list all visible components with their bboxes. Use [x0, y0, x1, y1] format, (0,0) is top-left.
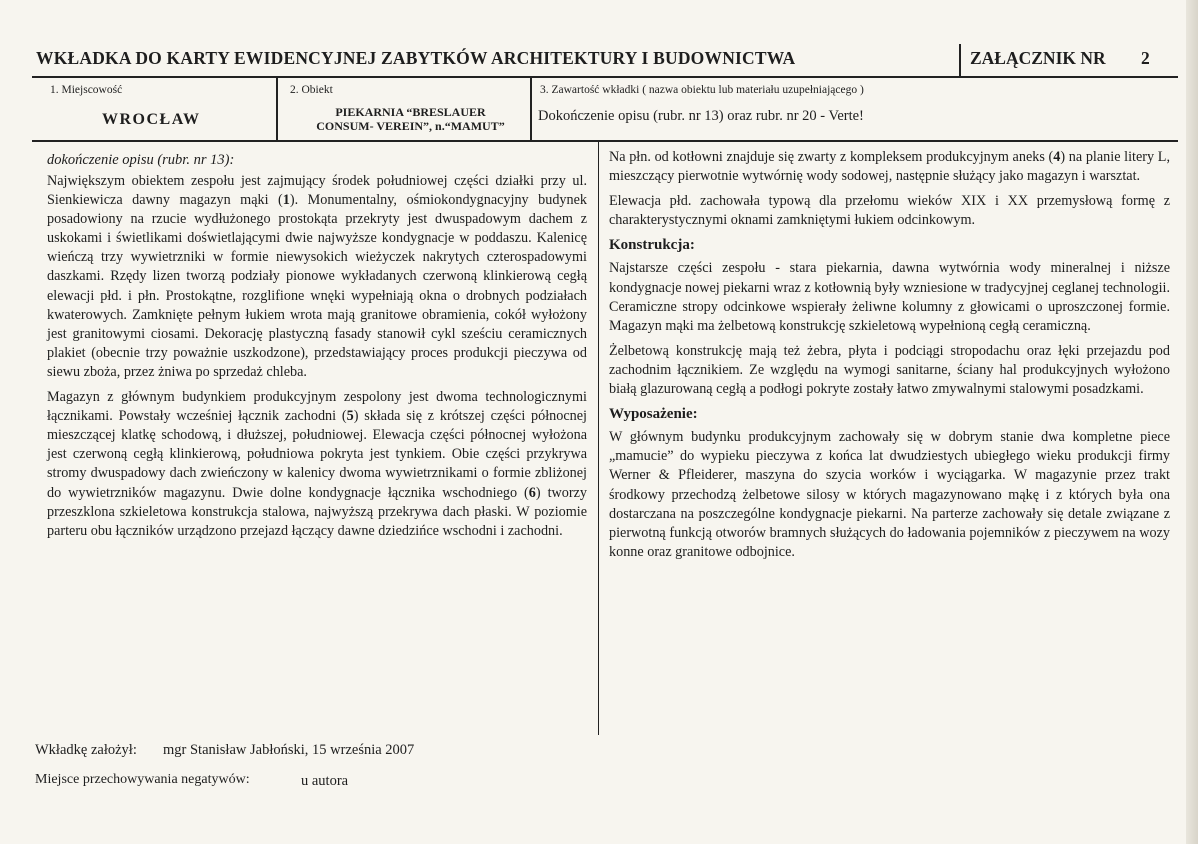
- left-heading: dokończenie opisu (rubr. nr 13):: [47, 152, 235, 168]
- card-edge: [1186, 0, 1198, 844]
- annex-label: ZAŁĄCZNIK NR: [970, 48, 1106, 68]
- object-label: 2. Obiekt: [290, 84, 333, 96]
- storage-value: u autora: [301, 773, 349, 789]
- left-paragraph-2: [47, 388, 587, 541]
- left-p2-ref-2: 6: [528, 484, 536, 501]
- fields-rule: [32, 140, 1178, 142]
- right-p1-text-a: Na płn. od kotłowni znajduje się zwarty z kompleksem produkcyjnym aneks (: [609, 149, 1054, 165]
- right-p1-ref: 4: [1053, 149, 1061, 165]
- left-p2-ref-1: 5: [346, 408, 354, 425]
- right-paragraph-4: Żelbetową konstrukcję mają też żebra, płyta i podciągi stropodachu oraz łęki przejazdu pod zachodnim łącznikiem. Ze względu na wymogi sanitarne, ściany hal produkcyjnych wyłożono białą glazurowaną cegłą a podłogi pokryte zostały łatwo zmywalnymi stalowymi posadzkami.: [609, 342, 1170, 398]
- author-value: mgr Stanisław Jabłoński, 15 września 2007: [163, 742, 415, 758]
- header-divider: [959, 44, 961, 76]
- storage-row: [35, 772, 349, 789]
- right-paragraph-5: W głównym budynku produkcyjnym zachowały się w dobrym stanie dwa kompletne piece „mamucie” do wypieku pieczywa z końca lat dwudziestych ubiegłego wieku produkcji firmy Werner & Pfleiderer, maszyna do szycia worków i wyciągarka. W magazynie przez trakt środkowy przechodzą żelbetowe silosy w których magazynowano mąkę i z których była ona dostarczana na poszczególne kondygnacje piekarni. Na parterze zachowały się detale związane z pierwotną funkcją otworów bramnych służących do ładowania pojemników z pieczywem na wozy konne oraz granitowe odbojnice.: [609, 429, 1170, 560]
- right-paragraph-1: [609, 148, 1170, 186]
- place-value: WROCŁAW: [102, 111, 201, 128]
- left-p1-ref: 1: [282, 192, 290, 209]
- right-p1-text-b: ) na planie litery L, mieszczący pierwotnie wytwórnię wody sodowej, następnie służący jako magazyn i warsztat.: [609, 149, 1170, 185]
- object-name-line1: PIEKARNIA “BRESLAUER: [335, 105, 486, 119]
- left-p2-text-b: ) składa się z krótszej części północnej mieszczącej klatkę schodową, i dłuższej, południowej. Elewacja części północnej wyłożona jest czerwoną cegłą klinkierową, południowa pokryta jest tynkiem. Obie części przykrywa stromy dwuspadowy dach zwieńczony w kalenicy dwoma wywietrznikami o formie zbliżonej do wywietrzników magazynu. Dwie dolne kondygnacje łącznika wschodniego (: [47, 408, 587, 501]
- object-name: [278, 105, 543, 133]
- object-name-line2: CONSUM- VEREIN”, n.“MAMUT”: [316, 119, 505, 133]
- equipment-heading: Wyposażenie:: [609, 406, 698, 423]
- right-column: [609, 148, 1170, 568]
- contents-label: 3. Zawartość wkładki ( nazwa obiektu lub materiału uzupełniającego ): [540, 84, 864, 96]
- card-title: WKŁADKA DO KARTY EWIDENCYJNEJ ZABYTKÓW ARCHITEKTURY I BUDOWNICTWA: [36, 48, 796, 68]
- contents-value: Dokończenie opisu (rubr. nr 13) oraz rubr. nr 20 - Verte!: [538, 108, 864, 124]
- left-p2-text-a: Magazyn z głównym budynkiem produkcyjnym zespolony jest dwoma technologicznymi łącznikami. Powstały wcześniej łącznik zachodni (: [47, 389, 587, 425]
- left-p1-text-b: ). Monumentalny, ośmiokondygnacyjny budynek posadowiony na rzucie wydłużonego prostokąta przekryty jest dwuspadowym dachem z uskokami i świetlikami doświetlającymi dwie najwyższe kondygnacje w poddaszu. Kalenicę wieńczą trzy wywietrzniki w formie niewysokich wieżyczek nakrytych czterospadowymi daszkami. Rzędy lizen tworzą podziały pionowe wykładanych czerwoną klinkierową cegłą elewacji płd. i płn. Prostokątne, rozglifione wnęki wypełniają okna o drobnych podziałach kwaterowych. Zamknięte pełnym łukiem wrota mają granitowe obramienia, cokół wyłożony jest granitowymi ciosami. Dekorację plastyczną fasady stanowił cykl sześciu ceramicznych plakiet (obecnie trzy poważnie uszkodzone), przedstawiający proces produkcji pieczywa od siewu zboża, przez żniwa po sprzedaż chleba.: [47, 192, 587, 380]
- column-divider: [598, 141, 599, 735]
- construction-heading: Konstrukcja:: [609, 237, 695, 254]
- right-paragraph-3: Najstarsze części zespołu - stara piekarnia, dawna wytwórnia wody mineralnej i niższe kondygnacje nowej piekarni wraz z kotłownią były wzniesione w tradycyjnej ceglanej technologii. Ceramiczne stropy odcinkowe wspierały żeliwne kolumny z głowicami o uproszczonej formie. Magazyn mąki ma żelbetową konstrukcję szkieletową wypełnioną cegłą ceramiczną.: [609, 260, 1171, 334]
- annex-number: 2: [1141, 48, 1150, 68]
- left-paragraph-1: [47, 172, 587, 382]
- right-paragraph-2: Elewacja płd. zachowała typową dla przełomu wieków XIX i XX przemysłową formę z charakterystycznymi oknami zamkniętymi łukiem odcinkowym.: [609, 193, 1170, 229]
- storage-label: Miejsce przechowywania negatywów:: [35, 772, 250, 787]
- author-label: Wkładkę założył:: [35, 742, 137, 758]
- header-rule: [32, 76, 1178, 78]
- place-label: 1. Miejscowość: [50, 84, 123, 96]
- author-row: [35, 742, 415, 759]
- left-p1-text-a: Największym obiektem zespołu jest zajmujący środek południowej części działki przy ul. Sienkiewicza dawny magazyn mąki (: [47, 173, 587, 209]
- left-p2-text-c: ) tworzy przeszklona szkieletowa konstrukcja stalowa, najwyższą przekrywa dach płaski. W poziomie parteru obu łączników urządzono przejazd łączący dawne dziedzińce wschodni i zachodni.: [47, 484, 587, 539]
- left-column: [47, 172, 587, 547]
